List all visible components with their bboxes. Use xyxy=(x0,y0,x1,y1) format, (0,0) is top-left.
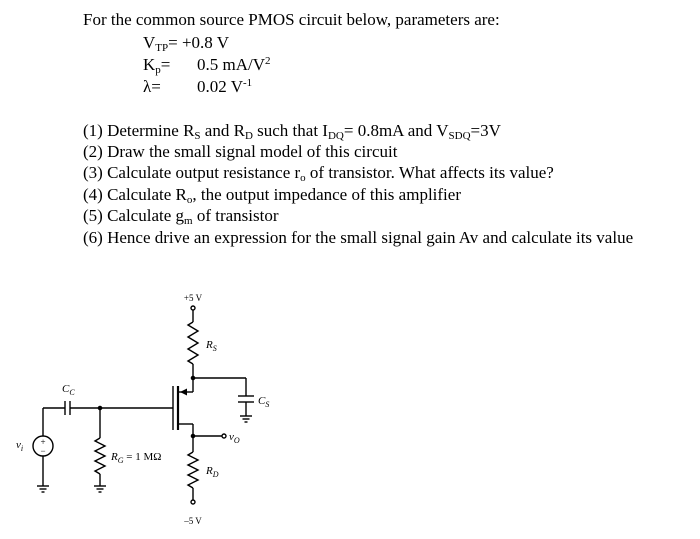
rs-resistor xyxy=(188,322,198,364)
pmos-arrow xyxy=(180,389,187,396)
vi-minus-sign: − xyxy=(40,446,46,456)
param-kp-value: 0.5 $mA/V^2$ xyxy=(197,55,271,74)
param-kp-label: $K_p=$ xyxy=(143,55,171,76)
param-lambda-value: 0.02 $V^{-1}$ xyxy=(197,77,253,96)
circuit-schematic xyxy=(0,280,320,539)
question-3: (3) Calculate output resistance $r_o$ of transistor. What affects its value? xyxy=(83,163,554,184)
vi-label: $v_i$ xyxy=(16,439,24,453)
vss-terminal xyxy=(191,500,195,504)
question-5: (5) Calculate $g_m$ of transistor xyxy=(83,206,279,227)
question-6: (6) Hence drive an expression for the small signal gain Av and calculate its value xyxy=(83,228,634,247)
cs-label: $C_S$ xyxy=(258,395,270,409)
param-vtp: $V_{TP}= +0.8$ V xyxy=(143,33,230,54)
vo-terminal xyxy=(222,434,226,438)
rg-label: $R_G = 1$ MΩ xyxy=(111,451,162,465)
rs-label: $R_S$ xyxy=(206,339,217,353)
vdd-label: +5 V xyxy=(183,293,203,303)
vo-label: $v_O$ xyxy=(229,431,240,445)
vi-plus-sign: + xyxy=(40,437,46,447)
rd-label: $R_D$ xyxy=(206,465,219,479)
vdd-terminal xyxy=(191,306,195,310)
rd-resistor xyxy=(188,452,198,488)
cc-label: $C_C$ xyxy=(62,383,75,397)
question-1: (1) Determine $R_S$ and $R_D$ such that $I_{DQ}= 0.8mA$ and $V_{SDQ}=3V$ xyxy=(83,121,501,142)
problem-intro: For the common source PMOS circuit below, parameters are: xyxy=(83,10,500,29)
param-lambda-label: λ= xyxy=(143,77,161,96)
vss-label: –5 V xyxy=(184,516,202,526)
rg-resistor xyxy=(95,438,105,474)
question-2: (2) Draw the small signal model of this circuit xyxy=(83,142,398,161)
question-4: (4) Calculate $R_o$, the output impedance of this amplifier xyxy=(83,185,461,206)
